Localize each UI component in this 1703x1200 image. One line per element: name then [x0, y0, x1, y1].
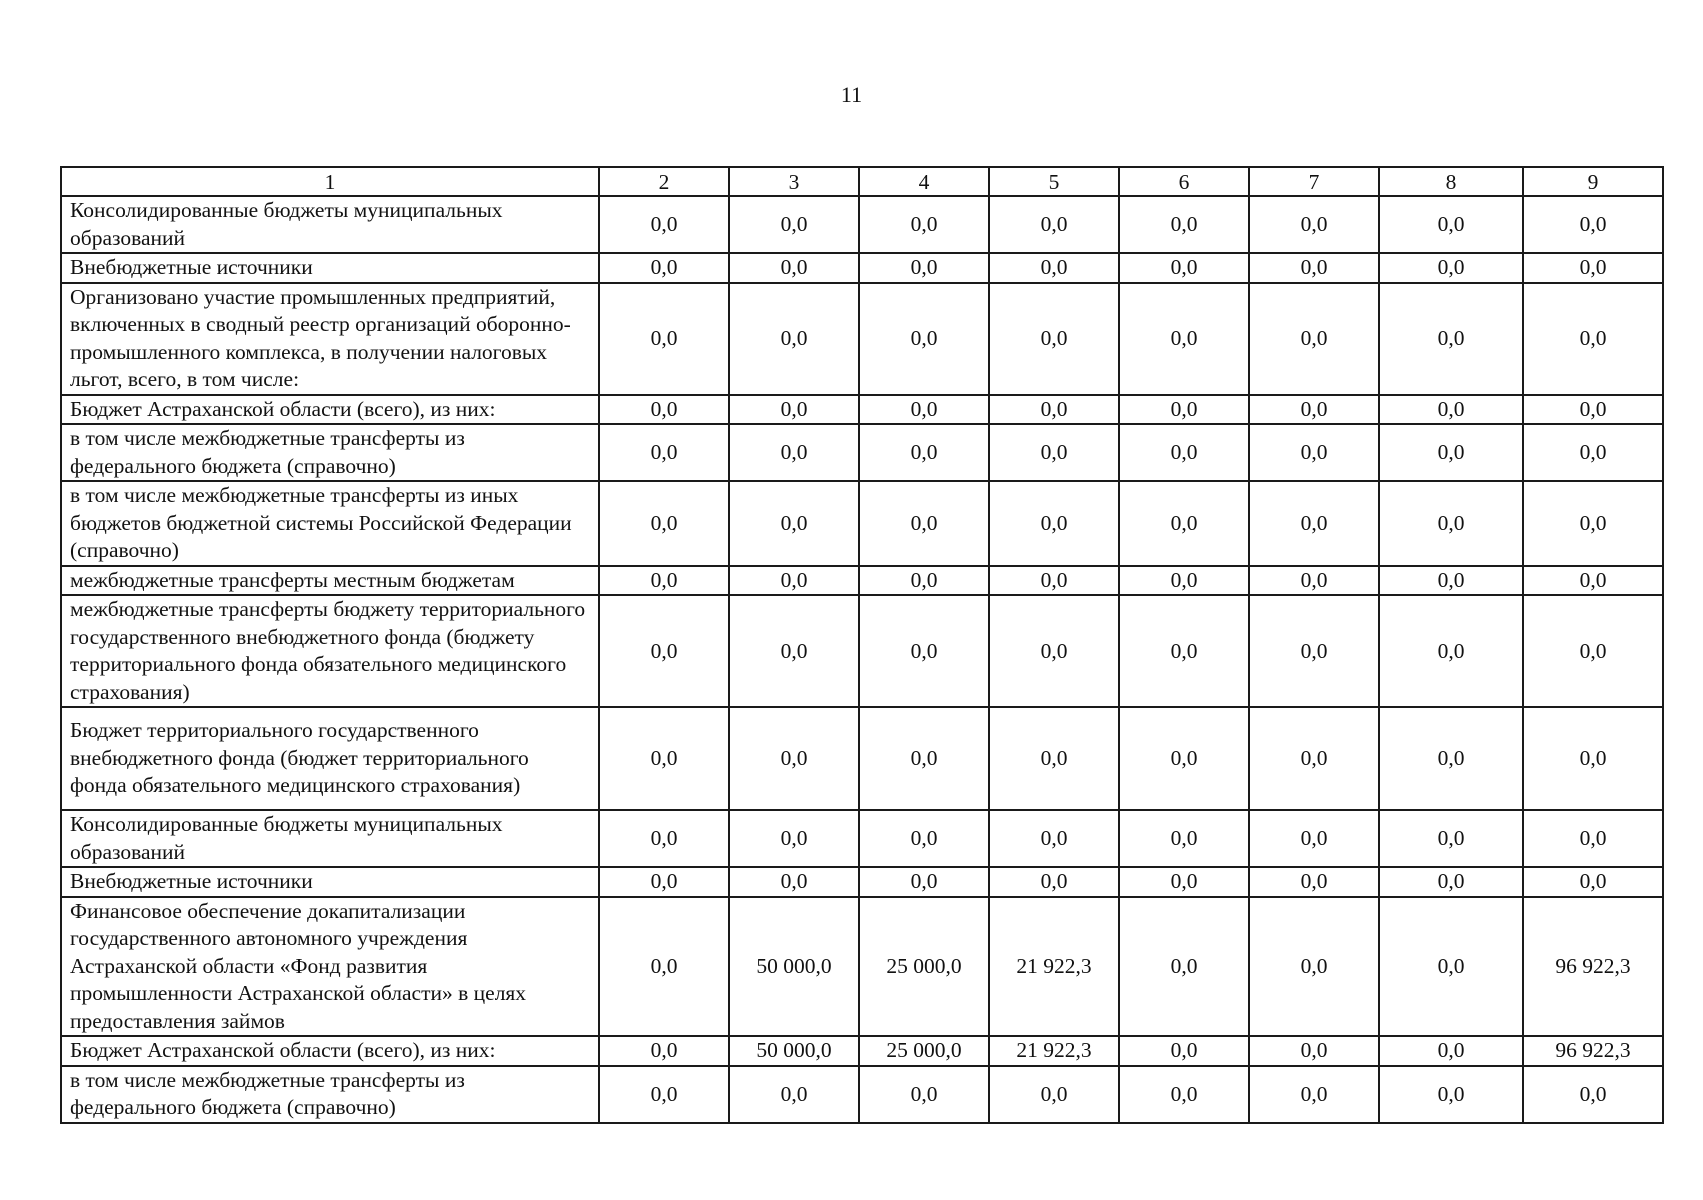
- row-label: Внебюджетные источники: [61, 253, 599, 283]
- value-cell: 0,0: [989, 566, 1119, 596]
- row-label: Консолидированные бюджеты муниципальных образований: [61, 810, 599, 867]
- value-cell: 0,0: [1119, 810, 1249, 867]
- value-cell: 0,0: [859, 196, 989, 253]
- value-cell: 0,0: [989, 253, 1119, 283]
- value-cell: 0,0: [1249, 196, 1379, 253]
- value-cell: 0,0: [859, 1066, 989, 1123]
- value-cell: 0,0: [1523, 481, 1663, 566]
- value-cell: 0,0: [1249, 1066, 1379, 1123]
- table-row: [61, 253, 1663, 283]
- table-row: [61, 395, 1663, 425]
- value-cell: 0,0: [989, 707, 1119, 810]
- value-cell: 0,0: [1249, 253, 1379, 283]
- value-cell: 0,0: [599, 283, 729, 395]
- value-cell: 0,0: [1119, 1066, 1249, 1123]
- value-cell: 0,0: [599, 566, 729, 596]
- table-header-row: [61, 167, 1663, 196]
- value-cell: 0,0: [1249, 595, 1379, 707]
- value-cell: 0,0: [1379, 595, 1523, 707]
- row-label: межбюджетные трансферты местным бюджетам: [61, 566, 599, 596]
- value-cell: 0,0: [989, 481, 1119, 566]
- value-cell: 0,0: [1379, 867, 1523, 897]
- table-row: [61, 1036, 1663, 1066]
- column-header-5: 5: [989, 167, 1119, 196]
- value-cell: 0,0: [859, 566, 989, 596]
- value-cell: 0,0: [1379, 481, 1523, 566]
- row-label: в том числе межбюджетные трансферты из федерального бюджета (справочно): [61, 1066, 599, 1123]
- value-cell: 0,0: [1249, 566, 1379, 596]
- value-cell: 0,0: [1249, 1036, 1379, 1066]
- value-cell: 0,0: [1523, 283, 1663, 395]
- value-cell: 0,0: [1379, 1036, 1523, 1066]
- value-cell: 0,0: [1523, 1066, 1663, 1123]
- value-cell: 0,0: [1379, 395, 1523, 425]
- value-cell: 0,0: [1119, 897, 1249, 1037]
- value-cell: 0,0: [1249, 867, 1379, 897]
- value-cell: 0,0: [1523, 867, 1663, 897]
- value-cell: 0,0: [729, 395, 859, 425]
- value-cell: 0,0: [1119, 481, 1249, 566]
- table-body: [61, 167, 1663, 1123]
- value-cell: 0,0: [729, 566, 859, 596]
- value-cell: 0,0: [859, 424, 989, 481]
- value-cell: 0,0: [859, 867, 989, 897]
- column-header-3: 3: [729, 167, 859, 196]
- value-cell: 0,0: [1523, 253, 1663, 283]
- value-cell: 0,0: [729, 253, 859, 283]
- table-row: [61, 196, 1663, 253]
- value-cell: 0,0: [599, 424, 729, 481]
- row-label: в том числе межбюджетные трансферты из федерального бюджета (справочно): [61, 424, 599, 481]
- table-row: [61, 595, 1663, 707]
- value-cell: 0,0: [599, 1036, 729, 1066]
- value-cell: 0,0: [1249, 395, 1379, 425]
- value-cell: 0,0: [989, 424, 1119, 481]
- column-header-1: 1: [61, 167, 599, 196]
- value-cell: 0,0: [729, 707, 859, 810]
- value-cell: 0,0: [989, 867, 1119, 897]
- table-row: [61, 897, 1663, 1037]
- value-cell: 0,0: [859, 283, 989, 395]
- value-cell: 0,0: [1119, 707, 1249, 810]
- value-cell: 21 922,3: [989, 1036, 1119, 1066]
- value-cell: 0,0: [1379, 1066, 1523, 1123]
- page-number: 11: [840, 82, 863, 107]
- value-cell: 0,0: [1379, 566, 1523, 596]
- table-row: [61, 481, 1663, 566]
- value-cell: 25 000,0: [859, 1036, 989, 1066]
- value-cell: 0,0: [1119, 283, 1249, 395]
- value-cell: 0,0: [859, 395, 989, 425]
- value-cell: 0,0: [1523, 595, 1663, 707]
- row-label: Консолидированные бюджеты муниципальных образований: [61, 196, 599, 253]
- row-label: межбюджетные трансферты бюджету территориального государственного внебюджетного фонда (бюджету территориального фонда обязательного медицинского страхования): [61, 595, 599, 707]
- value-cell: 50 000,0: [729, 1036, 859, 1066]
- value-cell: 0,0: [729, 424, 859, 481]
- value-cell: 0,0: [989, 196, 1119, 253]
- value-cell: 0,0: [599, 897, 729, 1037]
- value-cell: 0,0: [599, 707, 729, 810]
- value-cell: 0,0: [599, 1066, 729, 1123]
- value-cell: 0,0: [599, 196, 729, 253]
- value-cell: 0,0: [859, 595, 989, 707]
- row-label: Внебюджетные источники: [61, 867, 599, 897]
- value-cell: 0,0: [1119, 867, 1249, 897]
- value-cell: 0,0: [1379, 196, 1523, 253]
- value-cell: 0,0: [1379, 707, 1523, 810]
- value-cell: 0,0: [729, 867, 859, 897]
- column-header-9: 9: [1523, 167, 1663, 196]
- value-cell: 0,0: [989, 283, 1119, 395]
- value-cell: 0,0: [1379, 253, 1523, 283]
- value-cell: 0,0: [989, 1066, 1119, 1123]
- value-cell: 0,0: [1379, 283, 1523, 395]
- table-row: [61, 867, 1663, 897]
- value-cell: 0,0: [599, 810, 729, 867]
- value-cell: 0,0: [1119, 196, 1249, 253]
- column-header-4: 4: [859, 167, 989, 196]
- table-row: [61, 1066, 1663, 1123]
- value-cell: 0,0: [1249, 424, 1379, 481]
- value-cell: 0,0: [729, 1066, 859, 1123]
- value-cell: 0,0: [1379, 424, 1523, 481]
- value-cell: 0,0: [1523, 395, 1663, 425]
- row-label: Организовано участие промышленных предприятий, включенных в сводный реестр организаций оборонно-промышленного комплекса, в получении налоговых льгот, всего, в том числе:: [61, 283, 599, 395]
- value-cell: 0,0: [1523, 424, 1663, 481]
- value-cell: 0,0: [989, 395, 1119, 425]
- row-label: Бюджет территориального государственного внебюджетного фонда (бюджет территориального фонда обязательного медицинского страхования): [61, 707, 599, 810]
- row-label: Бюджет Астраханской области (всего), из них:: [61, 1036, 599, 1066]
- value-cell: 50 000,0: [729, 897, 859, 1037]
- value-cell: 0,0: [599, 867, 729, 897]
- value-cell: 0,0: [599, 253, 729, 283]
- value-cell: 0,0: [729, 196, 859, 253]
- table-row: [61, 707, 1663, 810]
- row-label: Финансовое обеспечение докапитализации государственного автономного учреждения Астраханской области «Фонд развития промышленности Астраханской области» в целях предоставления займов: [61, 897, 599, 1037]
- value-cell: 0,0: [1119, 424, 1249, 481]
- value-cell: 0,0: [1523, 196, 1663, 253]
- value-cell: 0,0: [1249, 897, 1379, 1037]
- value-cell: 25 000,0: [859, 897, 989, 1037]
- value-cell: 0,0: [1119, 395, 1249, 425]
- table-row: [61, 810, 1663, 867]
- value-cell: 0,0: [1249, 481, 1379, 566]
- value-cell: 0,0: [1523, 566, 1663, 596]
- value-cell: 0,0: [729, 595, 859, 707]
- value-cell: 0,0: [1523, 810, 1663, 867]
- column-header-7: 7: [1249, 167, 1379, 196]
- value-cell: 0,0: [859, 707, 989, 810]
- value-cell: 0,0: [1249, 283, 1379, 395]
- value-cell: 0,0: [1119, 595, 1249, 707]
- row-label: в том числе межбюджетные трансферты из иных бюджетов бюджетной системы Российской Федерации (справочно): [61, 481, 599, 566]
- value-cell: 0,0: [1379, 897, 1523, 1037]
- table-row: [61, 424, 1663, 481]
- budget-table: [60, 166, 1664, 1124]
- value-cell: 0,0: [989, 595, 1119, 707]
- value-cell: 0,0: [859, 481, 989, 566]
- value-cell: 21 922,3: [989, 897, 1119, 1037]
- value-cell: 0,0: [729, 283, 859, 395]
- value-cell: 0,0: [1119, 566, 1249, 596]
- value-cell: 0,0: [729, 481, 859, 566]
- value-cell: 0,0: [599, 595, 729, 707]
- value-cell: 0,0: [599, 481, 729, 566]
- value-cell: 0,0: [729, 810, 859, 867]
- table-row: [61, 283, 1663, 395]
- value-cell: 0,0: [1379, 810, 1523, 867]
- value-cell: 0,0: [1249, 810, 1379, 867]
- value-cell: 0,0: [1119, 253, 1249, 283]
- value-cell: 0,0: [989, 810, 1119, 867]
- column-header-8: 8: [1379, 167, 1523, 196]
- table-row: [61, 566, 1663, 596]
- value-cell: 0,0: [859, 253, 989, 283]
- value-cell: 0,0: [1523, 707, 1663, 810]
- row-label: Бюджет Астраханской области (всего), из них:: [61, 395, 599, 425]
- column-header-6: 6: [1119, 167, 1249, 196]
- value-cell: 0,0: [1119, 1036, 1249, 1066]
- value-cell: 96 922,3: [1523, 897, 1663, 1037]
- value-cell: 96 922,3: [1523, 1036, 1663, 1066]
- column-header-2: 2: [599, 167, 729, 196]
- value-cell: 0,0: [1249, 707, 1379, 810]
- value-cell: 0,0: [599, 395, 729, 425]
- value-cell: 0,0: [859, 810, 989, 867]
